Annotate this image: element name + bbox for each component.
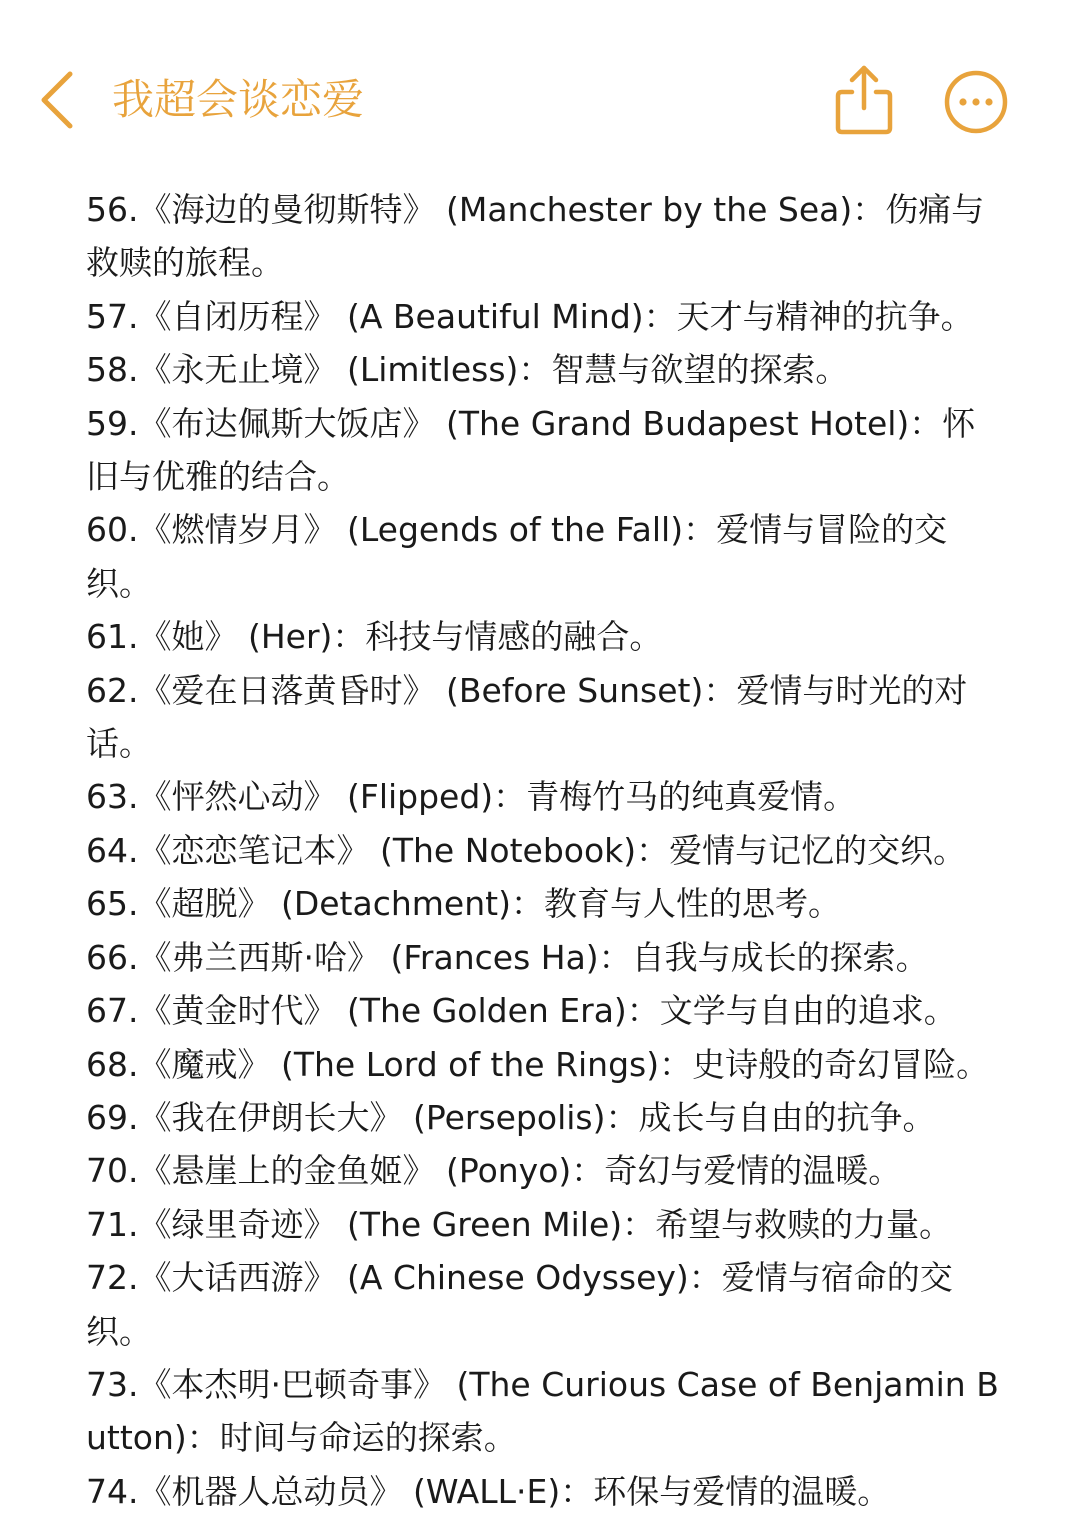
list-item: 74.《机器人总动员》 (WALL·E)：环保与爱情的温暖。	[86, 1471, 891, 1511]
list-item: 73.《本杰明·巴顿奇事》 (The Curious Case of Benjamin Button)：时间与命运的探索。	[86, 1364, 999, 1458]
list-item: 60.《燃情岁月》 (Legends of the Fall)：爱情与冒险的交织。	[86, 510, 948, 603]
list-item: 62.《爱在日落黄昏时》 (Before Sunset)：爱情与时光的对话。	[86, 670, 968, 764]
list-item: 71.《绿里奇迹》 (The Green Mile)：希望与救赎的力量。	[86, 1204, 953, 1244]
list-item: 65.《超脱》 (Detachment)：教育与人性的思考。	[86, 884, 841, 924]
list-item: 66.《弗兰西斯·哈》 (Frances Ha)：自我与成长的探索。	[86, 937, 929, 977]
page-title: 我超会谈恋爱	[112, 75, 365, 124]
share-icon[interactable]	[828, 62, 900, 138]
back-icon[interactable]	[30, 62, 90, 138]
list-item: 69.《我在伊朗长大》 (Persepolis)：成长与自由的抗争。	[86, 1097, 936, 1137]
list-item: 68.《魔戒》 (The Lord of the Rings)：史诗般的奇幻冒险。	[86, 1044, 990, 1084]
nav-bar	[0, 0, 1080, 180]
list-item: 64.《恋恋笔记本》 (The Notebook)：爱情与记忆的交织。	[86, 830, 967, 870]
list-item: 56.《海边的曼彻斯特》 (Manchester by the Sea)：伤痛与救赎的旅程。	[86, 190, 985, 283]
more-icon[interactable]	[942, 68, 1010, 136]
list-item: 57.《自闭历程》 (A Beautiful Mind)：天才与精神的抗争。	[86, 296, 974, 336]
list-item: 59.《布达佩斯大饭店》 (The Grand Budapest Hotel)：怀旧与优雅的结合。	[86, 403, 976, 497]
list-item: 70.《悬崖上的金鱼姬》 (Ponyo)：奇幻与爱情的温暖。	[86, 1151, 902, 1191]
list-item: 61.《她》 (Her)：科技与情感的融合。	[86, 617, 663, 657]
list-item: 67.《黄金时代》 (The Golden Era)：文学与自由的追求。	[86, 991, 957, 1031]
list-item: 63.《怦然心动》 (Flipped)：青梅竹马的纯真爱情。	[86, 777, 857, 817]
list-item: 72.《大话西游》 (A Chinese Odyssey)：爱情与宿命的交织。	[86, 1258, 953, 1351]
movie-list	[86, 183, 1008, 1518]
list-item: 58.《永无止境》 (Limitless)：智慧与欲望的探索。	[86, 350, 849, 390]
